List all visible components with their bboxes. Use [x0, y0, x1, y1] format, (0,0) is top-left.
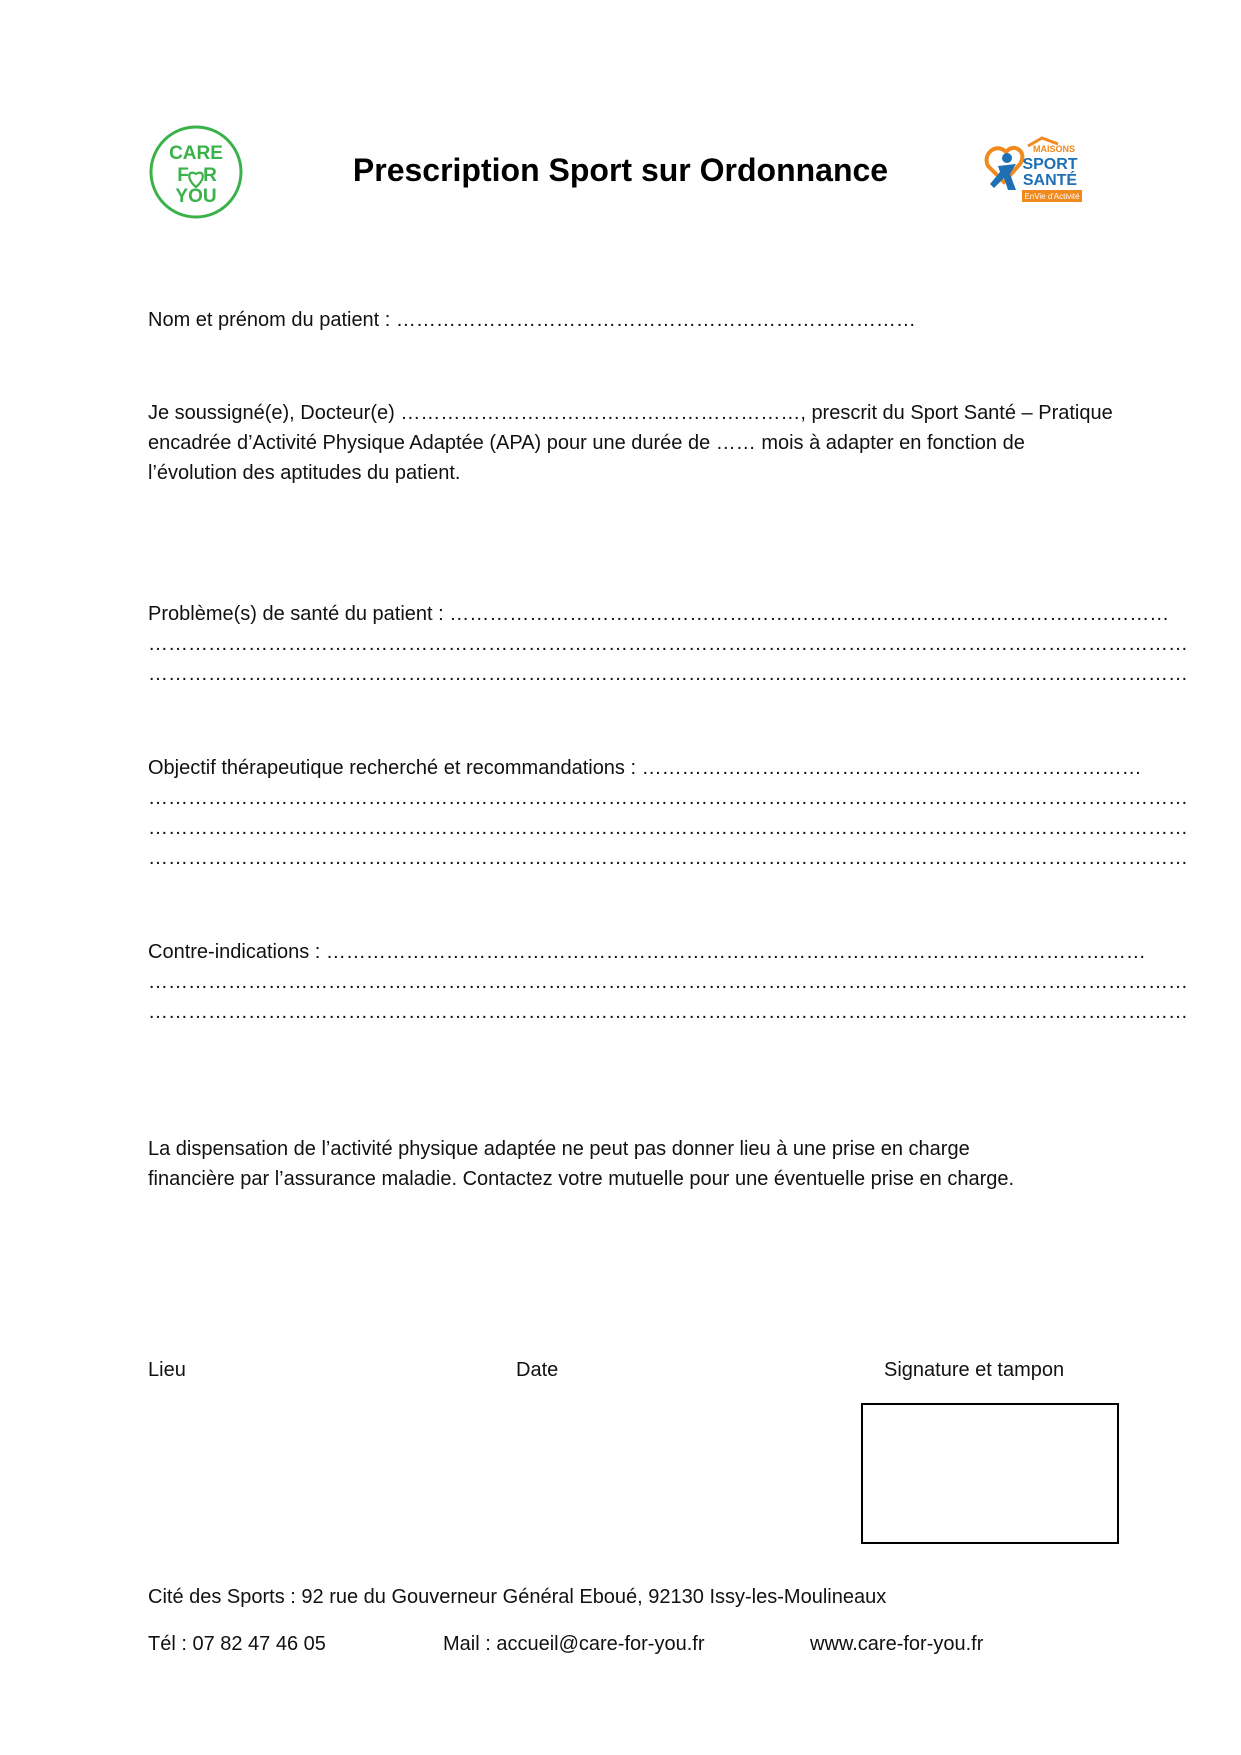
- signature-stamp-box[interactable]: [861, 1403, 1119, 1544]
- svg-text:EnVie d'Activité: EnVie d'Activité: [1024, 192, 1080, 201]
- contraindications-line-3[interactable]: …………………………………………………………………………………………………………………………………………: [148, 1001, 1188, 1023]
- footer-mail: Mail : accueil@care-for-you.fr: [443, 1633, 705, 1655]
- objective-line-2[interactable]: …………………………………………………………………………………………………………………………………………: [148, 787, 1188, 809]
- health-problems-field[interactable]: Problème(s) de santé du patient : ………………………………………………………………………………………………: [148, 603, 1170, 625]
- doctor-line-3: l’évolution des aptitudes du patient.: [148, 462, 461, 484]
- contraindications-line-2[interactable]: …………………………………………………………………………………………………………………………………………: [148, 971, 1188, 993]
- contraindications-field[interactable]: Contre-indications : ……………………………………………………………………………………………………………: [148, 941, 1146, 963]
- svg-text:F: F: [177, 165, 189, 186]
- maisons-sport-sante-logo: [980, 136, 1084, 208]
- page-title: Prescription Sport sur Ordonnance: [352, 152, 889, 188]
- date-label: Date: [516, 1359, 559, 1381]
- footer-address: Cité des Sports : 92 rue du Gouverneur Général Eboué, 92130 Issy-les-Moulineaux: [148, 1586, 887, 1608]
- objective-field[interactable]: Objectif thérapeutique recherché et recommandations : …………………………………………………………………: [148, 757, 1142, 779]
- svg-text:MAISONS: MAISONS: [1032, 144, 1076, 154]
- place-label: Lieu: [148, 1359, 186, 1381]
- footer-website: www.care-for-you.fr: [810, 1633, 984, 1655]
- svg-text:SANTÉ: SANTÉ: [1022, 172, 1078, 189]
- footer-phone: Tél : 07 82 47 46 05: [148, 1633, 326, 1655]
- notice-line-2: financière par l’assurance maladie. Contactez votre mutuelle pour une éventuelle prise en charge.: [148, 1168, 1015, 1190]
- health-problems-line-3[interactable]: …………………………………………………………………………………………………………………………………………: [148, 663, 1188, 685]
- svg-text:CARE: CARE: [169, 143, 223, 164]
- objective-line-3[interactable]: …………………………………………………………………………………………………………………………………………: [148, 817, 1188, 839]
- signature-label: Signature et tampon: [884, 1359, 1065, 1381]
- doctor-line-2[interactable]: encadrée d’Activité Physique Adaptée (APA) pour une durée de …… mois à adapter en fonction de: [148, 432, 1025, 454]
- health-problems-line-2[interactable]: …………………………………………………………………………………………………………………………………………: [148, 633, 1188, 655]
- objective-line-4[interactable]: …………………………………………………………………………………………………………………………………………: [148, 847, 1188, 869]
- svg-text:SPORT: SPORT: [1022, 156, 1078, 173]
- svg-text:R: R: [203, 165, 217, 186]
- doctor-line-1[interactable]: Je soussigné(e), Docteur(e) ……………………………………………………, prescrit du Sport Santé – Pratique: [148, 402, 1113, 424]
- patient-name-field[interactable]: Nom et prénom du patient : ……………………………………………………………………: [148, 309, 916, 331]
- svg-text:YOU: YOU: [175, 186, 217, 207]
- notice-line-1: La dispensation de l’activité physique adaptée ne peut pas donner lieu à une prise en charge: [148, 1138, 970, 1160]
